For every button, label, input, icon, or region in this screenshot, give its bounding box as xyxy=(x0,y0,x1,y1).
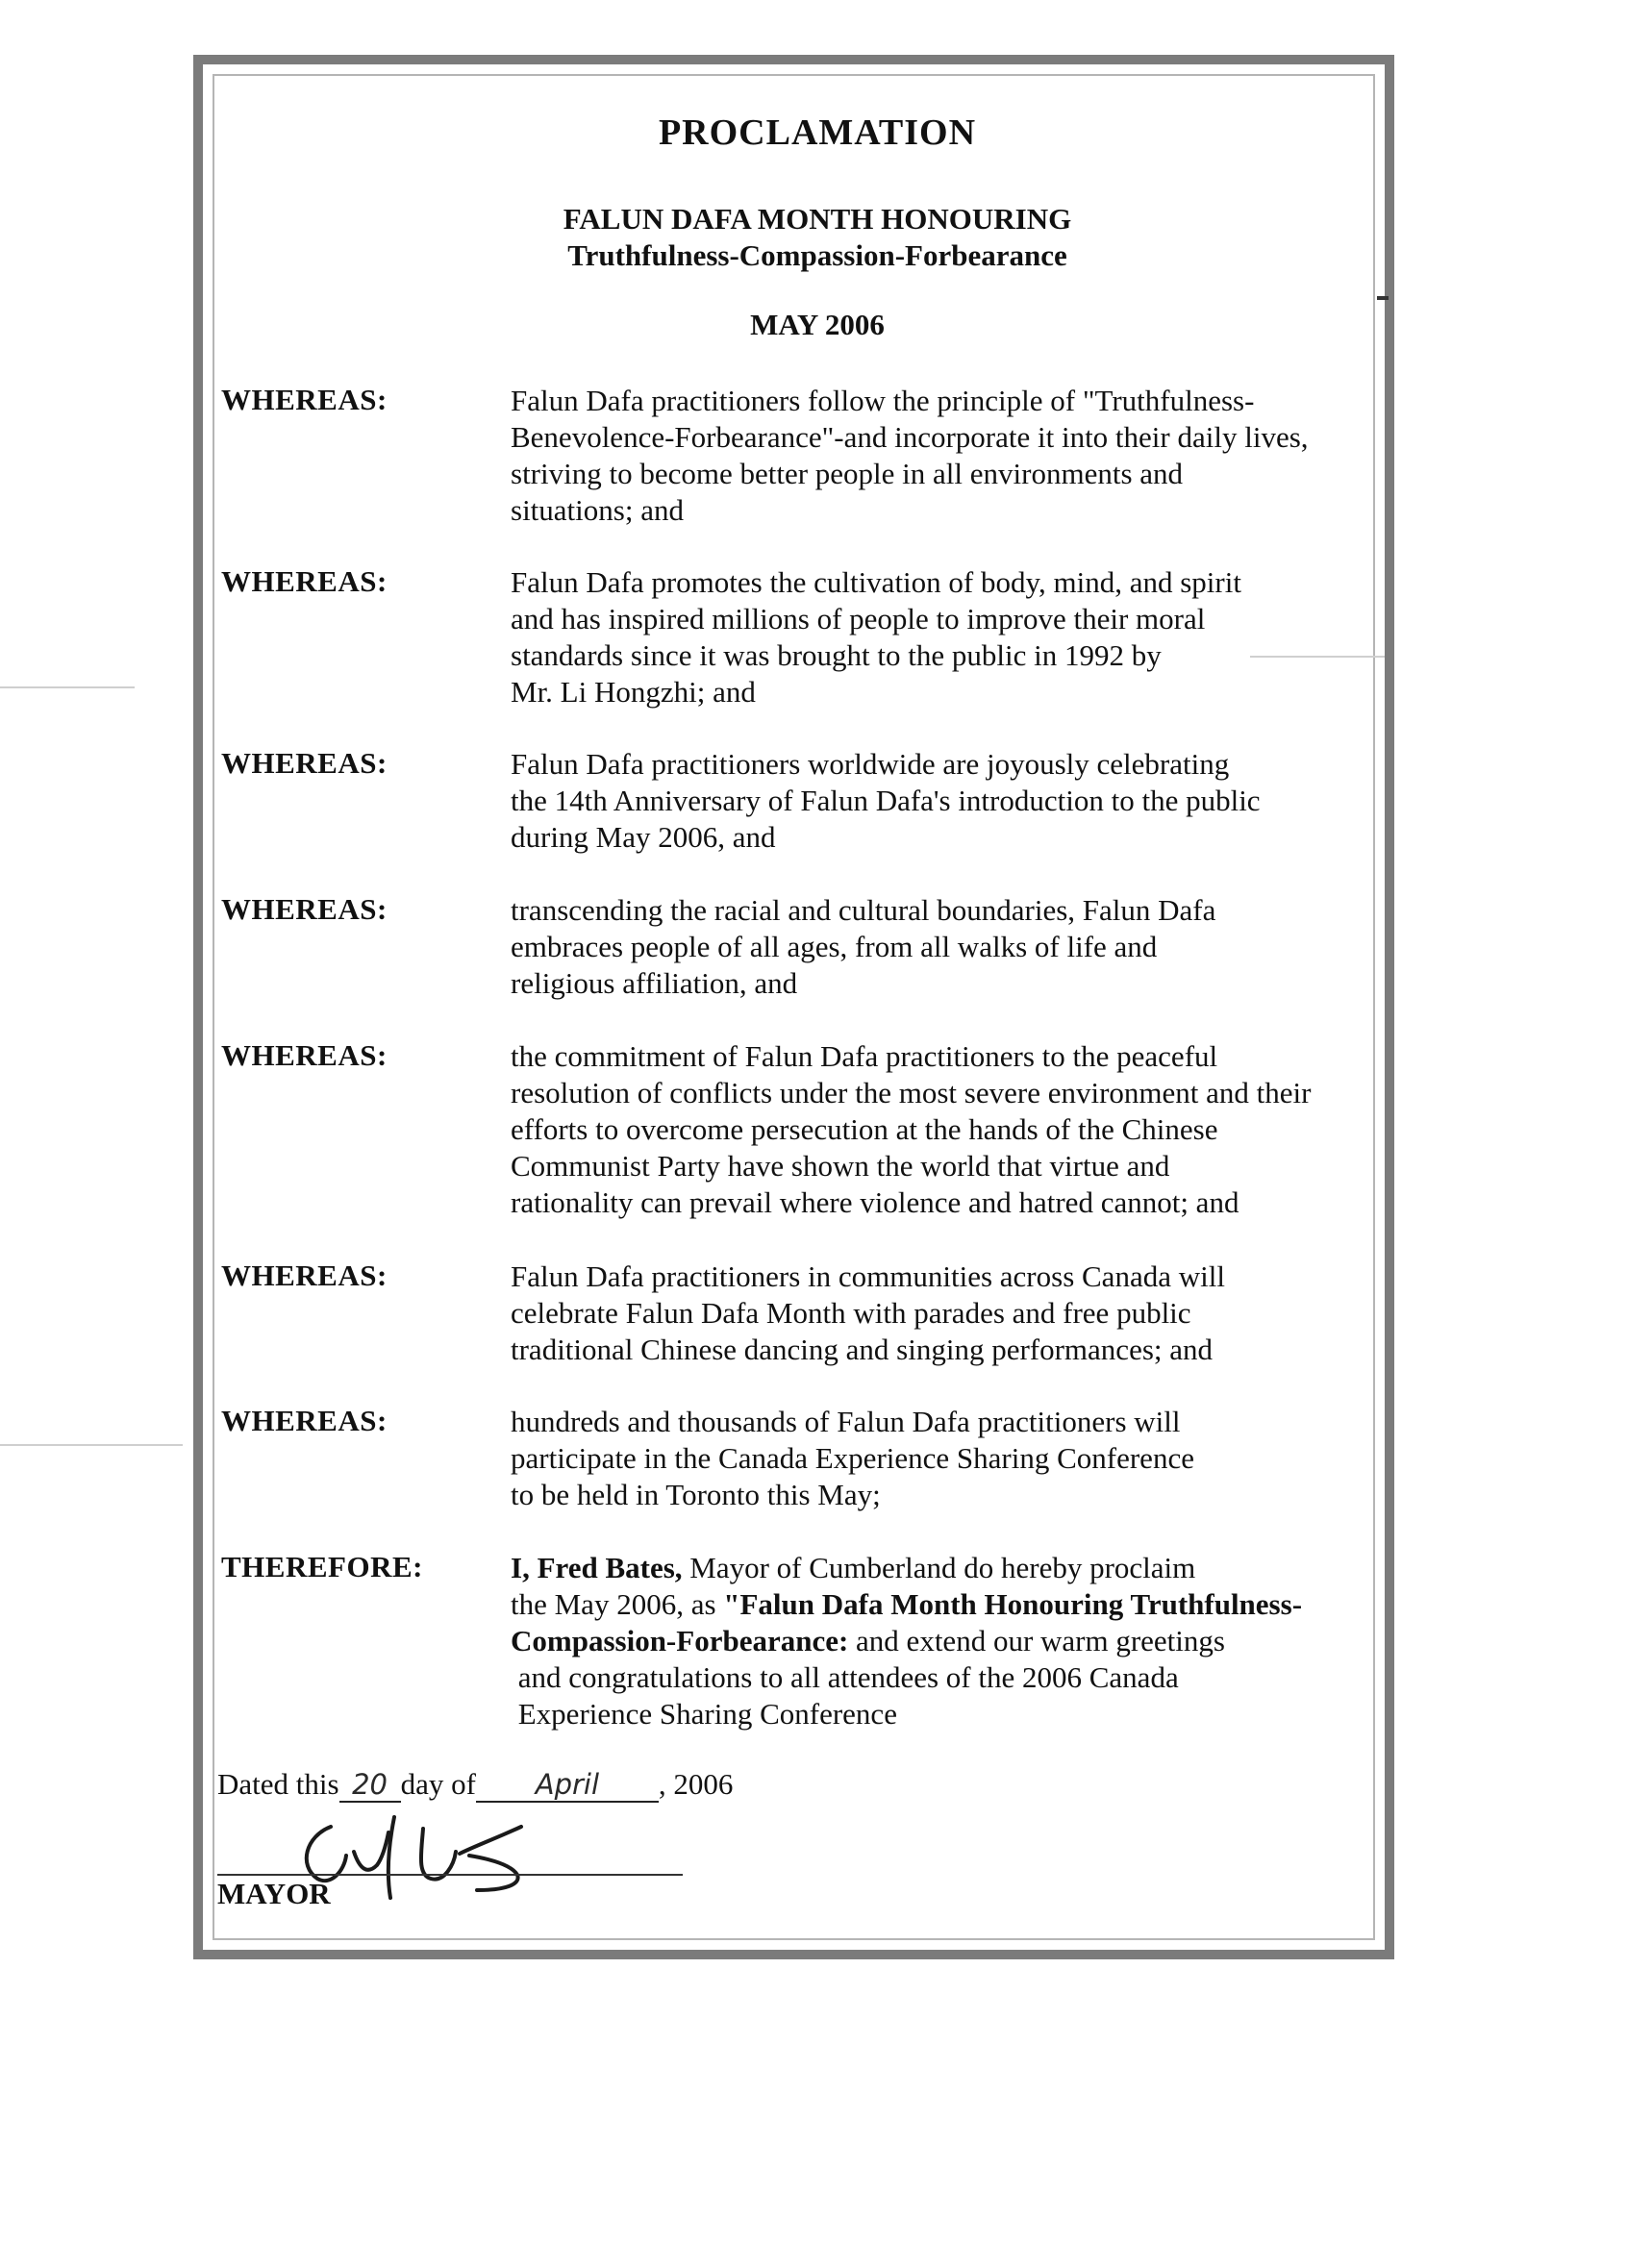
dated-day-field: 20 xyxy=(339,1768,401,1803)
scan-mark xyxy=(1377,296,1389,300)
month-title-bold: Compassion-Forbearance: xyxy=(511,1624,849,1657)
clause-line: the commitment of Falun Dafa practitioners to the peaceful xyxy=(511,1039,1218,1073)
clause-text xyxy=(511,1404,1376,1513)
signature-title: MAYOR xyxy=(217,1877,331,1910)
clause-text xyxy=(511,383,1376,529)
clause-text-fragment: Mayor of Cumberland do hereby proclaim xyxy=(682,1551,1196,1584)
clause-label: WHEREAS: xyxy=(221,383,388,416)
clause-line: striving to become better people in all environments and xyxy=(511,457,1184,490)
clause-line: Falun Dafa practitioners worldwide are joyously celebrating xyxy=(511,747,1230,781)
clause-line: embraces people of all ages, from all walks of life and xyxy=(511,930,1158,963)
clause-line: the 14th Anniversary of Falun Dafa's introduction to the public xyxy=(511,784,1261,817)
clause-line: hundreds and thousands of Falun Dafa practitioners will xyxy=(511,1405,1181,1438)
proclamation-subtitle-values: Truthfulness-Compassion-Forbearance xyxy=(567,238,1067,272)
month-title-bold: "Falun Dafa Month Honouring Truthfulness- xyxy=(723,1587,1303,1621)
clause-text xyxy=(511,564,1376,710)
clause-line: celebrate Falun Dafa Month with parades and free public xyxy=(511,1296,1191,1330)
clause-line: Falun Dafa practitioners follow the principle of "Truthfulness- xyxy=(511,384,1255,417)
clause-line: Benevolence-Forbearance"-and incorporate it into their daily lives, xyxy=(511,420,1309,454)
clause-line: Falun Dafa promotes the cultivation of body, mind, and spirit xyxy=(511,565,1241,599)
scan-fold-mark xyxy=(0,1444,183,1446)
signature-line xyxy=(217,1874,683,1876)
clause-text xyxy=(511,892,1376,1002)
clause-line: standards since it was brought to the public in 1992 by xyxy=(511,638,1162,672)
clause-line: efforts to overcome persecution at the hands of the Chinese xyxy=(511,1112,1218,1146)
clause-label: THEREFORE: xyxy=(221,1550,423,1583)
dated-month-field: April xyxy=(476,1768,659,1803)
clause-line: participate in the Canada Experience Sharing Conference xyxy=(511,1441,1194,1475)
dated-year: , 2006 xyxy=(658,1767,734,1801)
clause-line: transcending the racial and cultural boundaries, Falun Dafa xyxy=(511,893,1216,927)
clause-text-fragment: the May 2006, as xyxy=(511,1587,724,1621)
clause-label: WHEREAS: xyxy=(221,1038,388,1072)
clause-line xyxy=(511,1550,1376,1586)
clause-text xyxy=(511,1038,1376,1221)
clause-line: during May 2006, and xyxy=(511,820,776,854)
clause-line: Communist Party have shown the world that virtue and xyxy=(511,1149,1170,1183)
scan-fold-mark xyxy=(0,686,135,688)
clause-text-fragment: and extend our warm greetings xyxy=(848,1624,1225,1657)
clause-line: and congratulations to all attendees of the 2006 Canada xyxy=(511,1660,1179,1694)
proclamation-title: PROCLAMATION xyxy=(658,112,977,153)
clause-line: situations; and xyxy=(511,493,684,527)
clause-line: rationality can prevail where violence and hatred cannot; and xyxy=(511,1185,1239,1219)
clause-line: traditional Chinese dancing and singing performances; and xyxy=(511,1333,1214,1366)
clause-line: Mr. Li Hongzhi; and xyxy=(511,675,756,709)
clause-label: WHEREAS: xyxy=(221,564,388,598)
clause-label: WHEREAS: xyxy=(221,746,388,780)
clause-line: resolution of conflicts under the most severe environment and their xyxy=(511,1076,1312,1109)
clause-line: religious affiliation, and xyxy=(511,966,798,1000)
dated-middle: day of xyxy=(400,1767,476,1801)
clause-text xyxy=(511,746,1376,856)
clause-label: WHEREAS: xyxy=(221,892,388,926)
clause-line xyxy=(511,1586,1376,1623)
clause-line: and has inspired millions of people to improve their moral xyxy=(511,602,1206,636)
clause-label: WHEREAS: xyxy=(221,1259,388,1292)
proclamation-month: MAY 2006 xyxy=(750,308,885,341)
clause-line: to be held in Toronto this May; xyxy=(511,1478,881,1511)
clause-text xyxy=(511,1550,1376,1732)
proclamation-subtitle: FALUN DAFA MONTH HONOURING xyxy=(563,202,1072,236)
clause-line xyxy=(511,1623,1376,1659)
clause-line: Experience Sharing Conference xyxy=(511,1697,897,1731)
clause-text xyxy=(511,1259,1376,1368)
dated-prefix: Dated this xyxy=(217,1767,339,1801)
mayor-name: I, Fred Bates, xyxy=(511,1551,683,1584)
clause-label: WHEREAS: xyxy=(221,1404,388,1437)
clause-line: Falun Dafa practitioners in communities across Canada will xyxy=(511,1259,1225,1293)
